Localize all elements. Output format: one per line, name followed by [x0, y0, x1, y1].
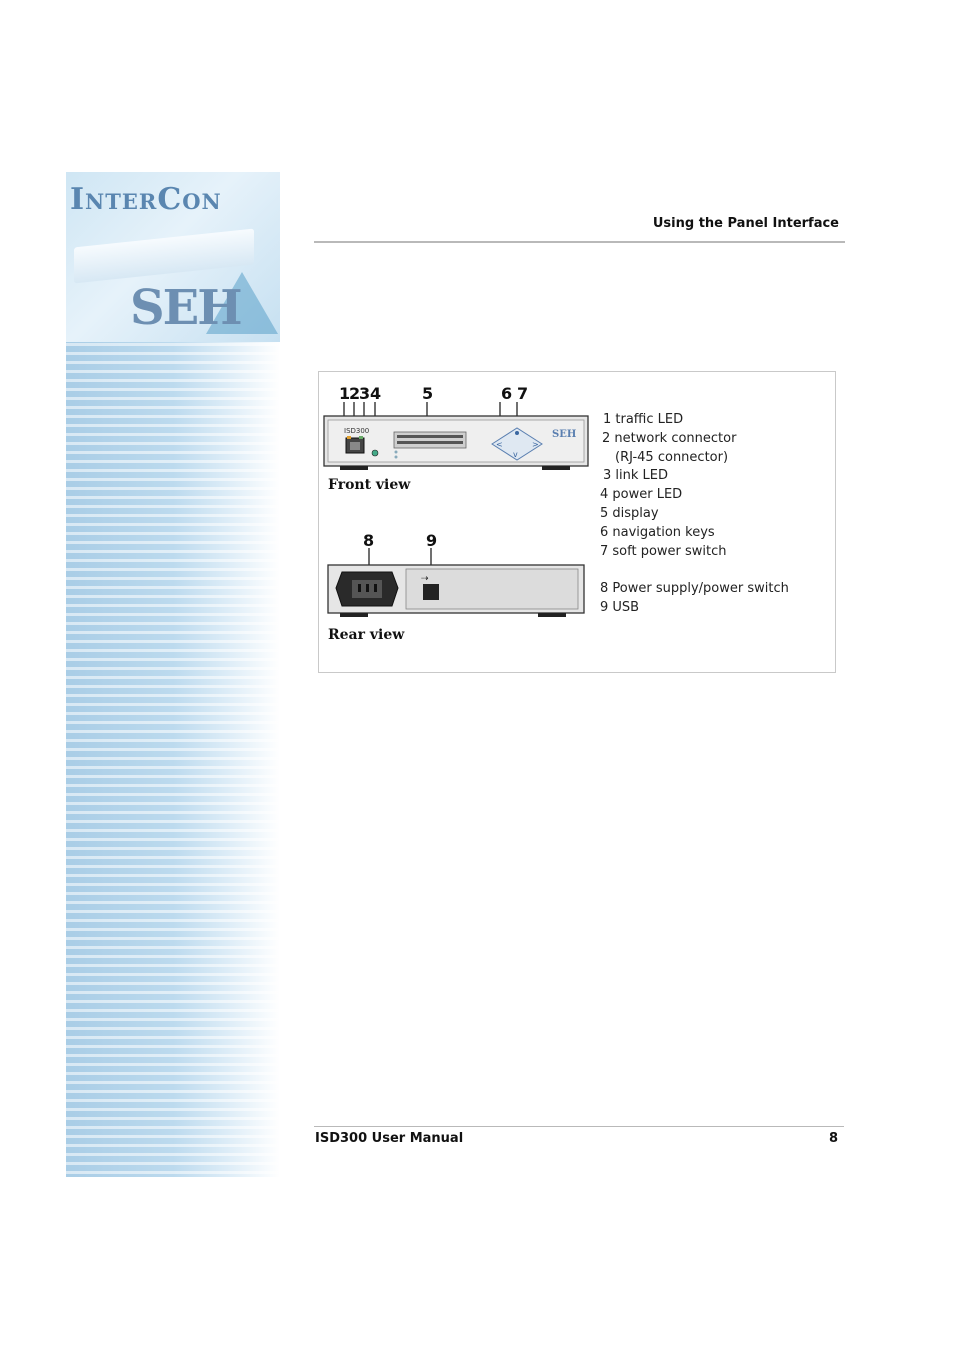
- power-led: [372, 450, 378, 456]
- decorative-sidebar: [66, 172, 280, 1177]
- power-pin-3: [374, 584, 377, 592]
- legend-item-7: 7 soft power switch: [600, 543, 727, 559]
- rj45-port-inner: [350, 442, 360, 450]
- callout-2: 2: [349, 384, 361, 403]
- lcd-display: [394, 432, 466, 448]
- nav-right-icon: >: [532, 440, 539, 449]
- legend-item-2: 2 network connector: [602, 430, 737, 446]
- header-divider: [314, 241, 845, 243]
- legend-item-6: 6 navigation keys: [600, 524, 715, 540]
- legend-item-3: 3 link LED: [603, 468, 668, 484]
- soft-power-switch: [515, 431, 519, 435]
- callout-3: 3: [359, 384, 371, 403]
- display-indicator-1: [395, 451, 398, 454]
- usb-symbol-icon: ⇢: [421, 574, 429, 584]
- power-pin-1: [358, 584, 361, 592]
- callout-1: 1: [339, 384, 351, 403]
- legend-item-5: 5 display: [600, 505, 659, 521]
- power-pin-2: [366, 584, 369, 592]
- callout-4: 4: [370, 384, 382, 403]
- footer-manual-title: ISD300 User Manual: [315, 1131, 464, 1146]
- footer-page-number: 8: [828, 1131, 838, 1146]
- nav-down-icon: v: [513, 450, 518, 459]
- display-row-2: [397, 441, 463, 444]
- usb-port: [423, 584, 439, 600]
- front-foot-left: [340, 466, 368, 470]
- legend-item-9: 9 USB: [600, 599, 640, 615]
- link-led: [359, 436, 363, 439]
- legend-item-4: 4 power LED: [600, 487, 683, 503]
- legend-spacer: [600, 561, 789, 580]
- traffic-led: [347, 436, 351, 439]
- callout-5: 5: [422, 384, 434, 403]
- rear-foot-right: [538, 613, 566, 617]
- rear-foot-left: [340, 613, 368, 617]
- legend-item-1: 1 traffic LED: [603, 412, 684, 427]
- rear-view-caption: Rear view: [328, 627, 405, 643]
- display-row-1: [397, 435, 463, 438]
- callout-8: 8: [363, 531, 375, 550]
- rear-view-drawing: [320, 548, 590, 620]
- logo-intercon-text: InterCon: [70, 182, 222, 217]
- front-brand-logo: SEH: [552, 429, 577, 440]
- legend-item-8: 8 Power supply/power switch: [600, 581, 789, 597]
- display-indicator-2: [395, 456, 398, 459]
- front-view-drawing: [320, 400, 590, 475]
- page-header-title: Using the Panel Interface: [652, 216, 839, 231]
- front-view-caption: Front view: [328, 477, 411, 493]
- figure-legend: [600, 411, 789, 618]
- callout-9: 9: [426, 531, 438, 550]
- nav-left-icon: <: [496, 440, 503, 449]
- front-foot-right: [542, 466, 570, 470]
- intercon-seh-logo: [66, 172, 280, 342]
- footer-divider: [314, 1126, 844, 1127]
- callout-6: 6: [501, 384, 513, 403]
- callout-7: 7: [517, 384, 529, 403]
- logo-seh-text: SEH: [130, 280, 241, 336]
- legend-item-2-detail: (RJ-45 connector): [615, 449, 729, 465]
- front-model-label: ISD300: [344, 427, 370, 435]
